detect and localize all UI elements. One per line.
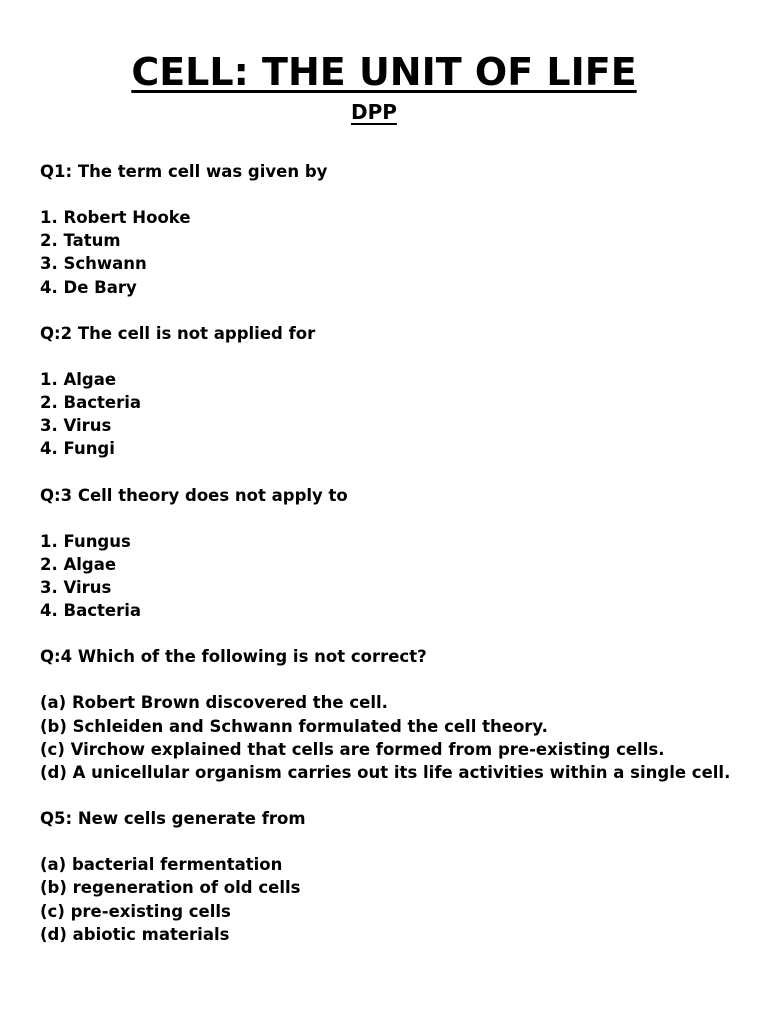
option-item: 1. Fungus xyxy=(40,531,131,551)
option-item: (d) A unicellular organism carries out its life activities within a single cell. xyxy=(40,763,731,783)
question-4 xyxy=(40,645,750,784)
question-3 xyxy=(40,484,750,623)
option-list xyxy=(40,691,750,784)
option-item: 3. Virus xyxy=(40,416,112,436)
question-list xyxy=(40,160,750,969)
option-item: (b) regeneration of old cells xyxy=(40,878,301,898)
option-item: (a) bacterial fermentation xyxy=(40,855,283,875)
option-item: (c) pre-existing cells xyxy=(40,901,231,921)
option-item: 2. Tatum xyxy=(40,231,121,251)
option-list xyxy=(40,530,750,623)
option-list xyxy=(40,368,750,461)
option-item: 4. Bacteria xyxy=(40,601,141,621)
option-item: 2. Algae xyxy=(40,554,117,574)
option-list xyxy=(40,853,750,946)
option-item: 2. Bacteria xyxy=(40,393,141,413)
option-item: (c) Virchow explained that cells are formed from pre-existing cells. xyxy=(40,739,665,759)
option-item: 3. Virus xyxy=(40,578,112,598)
question-2 xyxy=(40,322,750,461)
page-title-text: CELL: THE UNIT OF LIFE xyxy=(131,50,637,94)
page-subtitle xyxy=(0,98,748,126)
page-title xyxy=(0,46,768,98)
question-5 xyxy=(40,807,750,946)
question-text: Q5: New cells generate from xyxy=(40,809,306,829)
question-text: Q:4 Which of the following is not correct? xyxy=(40,647,427,667)
question-text: Q:3 Cell theory does not apply to xyxy=(40,485,348,505)
option-item: (b) Schleiden and Schwann formulated the cell theory. xyxy=(40,716,548,736)
option-list xyxy=(40,206,750,299)
option-item: 1. Algae xyxy=(40,369,117,389)
question-text: Q:2 The cell is not applied for xyxy=(40,323,316,343)
option-item: 1. Robert Hooke xyxy=(40,208,191,227)
question-1 xyxy=(40,160,750,299)
option-item: 4. De Bary xyxy=(40,277,137,297)
option-item: 3. Schwann xyxy=(40,254,147,274)
page-subtitle-text: DPP xyxy=(351,100,397,124)
option-item: 4. Fungi xyxy=(40,439,115,459)
option-item: (d) abiotic materials xyxy=(40,924,230,944)
option-item: (a) Robert Brown discovered the cell. xyxy=(40,693,388,713)
question-text: Q1: The term cell was given by xyxy=(40,162,328,181)
